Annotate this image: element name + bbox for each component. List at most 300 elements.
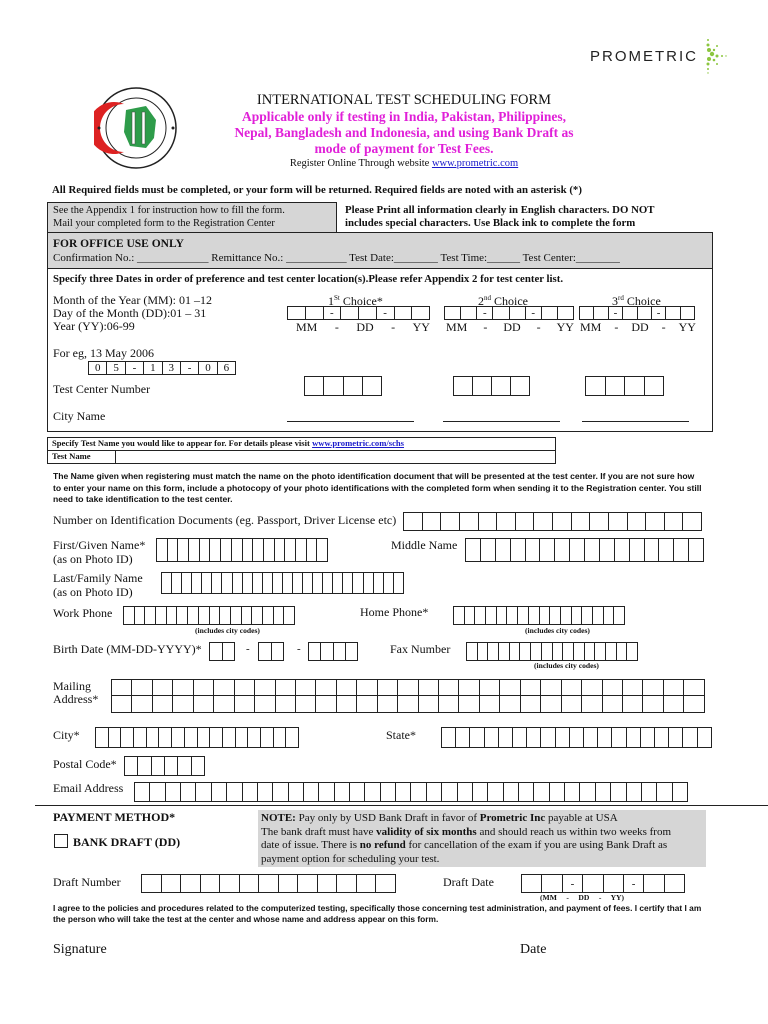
char-box[interactable] <box>202 573 212 593</box>
char-box[interactable] <box>511 539 526 561</box>
char-box[interactable] <box>603 696 623 712</box>
char-box[interactable] <box>181 875 201 892</box>
char-box[interactable] <box>593 607 604 624</box>
char-box[interactable] <box>258 783 273 801</box>
char-box[interactable] <box>674 539 689 561</box>
char-box[interactable] <box>194 680 214 695</box>
char-box[interactable] <box>145 607 156 624</box>
choice-3-city-input[interactable] <box>582 410 689 422</box>
char-box[interactable] <box>460 513 479 530</box>
char-box[interactable] <box>534 783 549 801</box>
mailing-address-line2[interactable] <box>111 696 705 713</box>
char-box[interactable] <box>485 728 499 747</box>
char-box[interactable] <box>378 696 398 712</box>
char-box[interactable] <box>684 696 704 712</box>
char-box[interactable] <box>132 696 152 712</box>
char-box[interactable] <box>374 573 384 593</box>
char-box[interactable] <box>563 643 574 660</box>
char-box[interactable] <box>156 607 167 624</box>
char-box[interactable] <box>398 680 418 695</box>
char-box[interactable] <box>419 680 439 695</box>
home-phone-input[interactable] <box>453 606 625 625</box>
char-box[interactable] <box>384 573 394 593</box>
char-box[interactable] <box>304 783 319 801</box>
char-box[interactable] <box>574 643 585 660</box>
mailing-address-line1[interactable] <box>111 679 705 696</box>
char-box[interactable] <box>223 643 236 660</box>
char-box[interactable] <box>627 783 642 801</box>
char-box[interactable] <box>343 573 353 593</box>
draft-number-input[interactable] <box>141 874 396 893</box>
draft-date-input[interactable]: - - <box>521 874 685 893</box>
char-box[interactable] <box>273 783 288 801</box>
char-box[interactable] <box>296 680 316 695</box>
char-box[interactable] <box>221 539 232 561</box>
char-box[interactable] <box>337 696 357 712</box>
char-box[interactable] <box>316 696 336 712</box>
char-box[interactable] <box>627 643 638 660</box>
char-box[interactable] <box>162 573 172 593</box>
char-box[interactable] <box>173 680 193 695</box>
char-box[interactable] <box>565 783 580 801</box>
char-box[interactable] <box>194 696 214 712</box>
char-box[interactable] <box>596 783 611 801</box>
choice-1-date-input[interactable]: - - <box>287 306 430 320</box>
char-box[interactable] <box>274 607 285 624</box>
char-box[interactable] <box>153 696 173 712</box>
char-box[interactable] <box>507 607 518 624</box>
char-box[interactable] <box>188 607 199 624</box>
char-box[interactable] <box>147 728 160 747</box>
char-box[interactable] <box>673 783 688 801</box>
char-box[interactable] <box>504 783 519 801</box>
char-box[interactable] <box>627 728 641 747</box>
birth-year-input[interactable] <box>308 642 358 661</box>
char-box[interactable] <box>284 607 295 624</box>
bank-draft-checkbox[interactable] <box>54 834 68 848</box>
char-box[interactable] <box>570 728 584 747</box>
char-box[interactable] <box>125 757 138 775</box>
char-box[interactable] <box>582 607 593 624</box>
char-box[interactable] <box>641 728 655 747</box>
char-box[interactable] <box>500 696 520 712</box>
char-box[interactable] <box>646 513 665 530</box>
char-box[interactable] <box>617 643 628 660</box>
char-box[interactable] <box>642 783 657 801</box>
char-box[interactable] <box>488 783 503 801</box>
char-box[interactable] <box>553 513 572 530</box>
char-box[interactable] <box>365 783 380 801</box>
char-box[interactable] <box>630 539 645 561</box>
birth-day-input[interactable] <box>258 642 284 661</box>
char-box[interactable] <box>333 573 343 593</box>
char-box[interactable] <box>337 680 357 695</box>
char-box[interactable] <box>376 875 396 892</box>
char-box[interactable] <box>394 573 404 593</box>
char-box[interactable] <box>252 607 263 624</box>
char-box[interactable] <box>456 728 470 747</box>
char-box[interactable] <box>318 875 338 892</box>
char-box[interactable] <box>212 783 227 801</box>
char-box[interactable] <box>346 643 358 660</box>
char-box[interactable] <box>516 513 535 530</box>
char-box[interactable] <box>500 680 520 695</box>
char-box[interactable] <box>439 680 459 695</box>
char-box[interactable] <box>609 513 628 530</box>
char-box[interactable] <box>497 513 516 530</box>
city-input[interactable] <box>95 727 299 748</box>
char-box[interactable] <box>307 539 318 561</box>
char-box[interactable] <box>419 696 439 712</box>
char-box[interactable] <box>570 539 585 561</box>
char-box[interactable] <box>600 539 615 561</box>
char-box[interactable] <box>611 783 626 801</box>
char-box[interactable] <box>480 680 500 695</box>
postal-code-input[interactable] <box>124 756 205 776</box>
char-box[interactable] <box>458 783 473 801</box>
char-box[interactable] <box>595 643 606 660</box>
char-box[interactable] <box>178 757 191 775</box>
char-box[interactable] <box>683 728 697 747</box>
char-box[interactable] <box>109 728 122 747</box>
char-box[interactable] <box>196 783 211 801</box>
char-box[interactable] <box>182 573 192 593</box>
choice-2-city-input[interactable] <box>443 410 560 422</box>
char-box[interactable] <box>210 728 223 747</box>
char-box[interactable] <box>486 607 497 624</box>
char-box[interactable] <box>404 513 423 530</box>
char-box[interactable] <box>231 607 242 624</box>
char-box[interactable] <box>214 696 234 712</box>
char-box[interactable] <box>381 783 396 801</box>
test-name-input[interactable] <box>116 451 555 463</box>
char-box[interactable] <box>167 607 178 624</box>
char-box[interactable] <box>173 696 193 712</box>
char-box[interactable] <box>235 680 255 695</box>
char-box[interactable] <box>478 643 489 660</box>
char-box[interactable] <box>396 783 411 801</box>
char-box[interactable] <box>470 728 484 747</box>
char-box[interactable] <box>157 539 168 561</box>
char-box[interactable] <box>615 539 630 561</box>
char-box[interactable] <box>534 513 553 530</box>
char-box[interactable] <box>606 643 617 660</box>
id-number-input[interactable] <box>403 512 702 531</box>
char-box[interactable] <box>220 875 240 892</box>
char-box[interactable] <box>185 728 198 747</box>
char-box[interactable] <box>614 607 625 624</box>
first-name-input[interactable] <box>156 538 328 562</box>
char-box[interactable] <box>689 539 704 561</box>
char-box[interactable] <box>210 607 221 624</box>
email-input[interactable] <box>134 782 688 802</box>
char-box[interactable] <box>465 607 476 624</box>
char-box[interactable] <box>378 680 398 695</box>
char-box[interactable] <box>210 643 223 660</box>
char-box[interactable] <box>309 643 321 660</box>
char-box[interactable] <box>598 728 612 747</box>
char-box[interactable] <box>519 783 534 801</box>
char-box[interactable] <box>555 539 570 561</box>
char-box[interactable] <box>303 573 313 593</box>
char-box[interactable] <box>243 573 253 593</box>
char-box[interactable] <box>316 680 336 695</box>
char-box[interactable] <box>513 728 527 747</box>
char-box[interactable] <box>135 783 150 801</box>
char-box[interactable] <box>243 783 258 801</box>
char-box[interactable] <box>168 539 179 561</box>
char-box[interactable] <box>540 539 555 561</box>
char-box[interactable] <box>572 607 583 624</box>
char-box[interactable] <box>274 728 287 747</box>
char-box[interactable] <box>628 513 647 530</box>
char-box[interactable] <box>222 573 232 593</box>
char-box[interactable] <box>142 875 162 892</box>
char-box[interactable] <box>121 728 134 747</box>
char-box[interactable] <box>177 607 188 624</box>
char-box[interactable] <box>439 696 459 712</box>
char-box[interactable] <box>259 875 279 892</box>
char-box[interactable] <box>138 757 151 775</box>
char-box[interactable] <box>527 728 541 747</box>
char-box[interactable] <box>561 607 572 624</box>
char-box[interactable] <box>253 573 263 593</box>
char-box[interactable] <box>518 607 529 624</box>
char-box[interactable] <box>582 696 602 712</box>
char-box[interactable] <box>529 607 540 624</box>
choice-1-city-input[interactable] <box>287 410 414 422</box>
char-box[interactable] <box>664 696 684 712</box>
char-box[interactable] <box>475 607 486 624</box>
char-box[interactable] <box>411 783 426 801</box>
char-box[interactable] <box>550 607 561 624</box>
choice-1-test-center-input[interactable] <box>304 376 382 396</box>
char-box[interactable] <box>499 728 513 747</box>
char-box[interactable] <box>166 783 181 801</box>
char-box[interactable] <box>521 680 541 695</box>
char-box[interactable] <box>150 783 165 801</box>
char-box[interactable] <box>210 539 221 561</box>
char-box[interactable] <box>165 757 178 775</box>
char-box[interactable] <box>510 643 521 660</box>
char-box[interactable] <box>335 783 350 801</box>
char-box[interactable] <box>243 539 254 561</box>
char-box[interactable] <box>612 728 626 747</box>
char-box[interactable] <box>454 607 465 624</box>
char-box[interactable] <box>659 539 674 561</box>
char-box[interactable] <box>584 728 598 747</box>
work-phone-input[interactable] <box>123 606 295 625</box>
char-box[interactable] <box>293 573 303 593</box>
char-box[interactable] <box>684 680 704 695</box>
char-box[interactable] <box>541 680 561 695</box>
char-box[interactable] <box>364 573 374 593</box>
char-box[interactable] <box>227 783 242 801</box>
char-box[interactable] <box>467 643 478 660</box>
char-box[interactable] <box>199 607 210 624</box>
char-box[interactable] <box>317 539 328 561</box>
char-box[interactable] <box>192 757 205 775</box>
char-box[interactable] <box>152 757 165 775</box>
char-box[interactable] <box>236 728 249 747</box>
char-box[interactable] <box>232 539 243 561</box>
char-box[interactable] <box>623 696 643 712</box>
char-box[interactable] <box>240 875 260 892</box>
char-box[interactable] <box>337 875 357 892</box>
char-box[interactable] <box>189 539 200 561</box>
date-field[interactable] <box>556 940 706 962</box>
char-box[interactable] <box>585 643 596 660</box>
char-box[interactable] <box>590 513 609 530</box>
char-box[interactable] <box>664 680 684 695</box>
char-box[interactable] <box>582 680 602 695</box>
char-box[interactable] <box>603 680 623 695</box>
char-box[interactable] <box>499 643 510 660</box>
char-box[interactable] <box>488 643 499 660</box>
birth-month-input[interactable] <box>209 642 235 661</box>
char-box[interactable] <box>181 783 196 801</box>
char-box[interactable] <box>562 696 582 712</box>
prometric-link[interactable]: www.prometric.com <box>431 158 519 169</box>
char-box[interactable] <box>273 573 283 593</box>
char-box[interactable] <box>296 539 307 561</box>
char-box[interactable] <box>233 573 243 593</box>
char-box[interactable] <box>481 539 496 561</box>
char-box[interactable] <box>473 783 488 801</box>
char-box[interactable] <box>132 680 152 695</box>
char-box[interactable] <box>585 539 600 561</box>
char-box[interactable] <box>214 680 234 695</box>
char-box[interactable] <box>541 728 555 747</box>
char-box[interactable] <box>466 539 481 561</box>
char-box[interactable] <box>172 728 185 747</box>
char-box[interactable] <box>220 607 231 624</box>
char-box[interactable] <box>541 696 561 712</box>
char-box[interactable] <box>283 573 293 593</box>
char-box[interactable] <box>261 728 274 747</box>
char-box[interactable] <box>442 783 457 801</box>
char-box[interactable] <box>643 680 663 695</box>
char-box[interactable] <box>604 607 615 624</box>
char-box[interactable] <box>162 875 182 892</box>
char-box[interactable] <box>357 875 377 892</box>
char-box[interactable] <box>479 513 498 530</box>
char-box[interactable] <box>192 573 202 593</box>
char-box[interactable] <box>255 680 275 695</box>
char-box[interactable] <box>235 696 255 712</box>
char-box[interactable] <box>96 728 109 747</box>
char-box[interactable] <box>459 680 479 695</box>
char-box[interactable] <box>683 513 702 530</box>
schs-link[interactable]: www.prometric.com/schs <box>312 438 405 448</box>
char-box[interactable] <box>172 573 182 593</box>
char-box[interactable] <box>298 875 318 892</box>
char-box[interactable] <box>264 539 275 561</box>
char-box[interactable] <box>540 607 551 624</box>
char-box[interactable] <box>427 783 442 801</box>
char-box[interactable] <box>526 539 541 561</box>
char-box[interactable] <box>201 875 221 892</box>
char-box[interactable] <box>313 573 323 593</box>
char-box[interactable] <box>550 783 565 801</box>
char-box[interactable] <box>276 696 296 712</box>
char-box[interactable] <box>223 728 236 747</box>
char-box[interactable] <box>296 696 316 712</box>
char-box[interactable] <box>159 728 172 747</box>
char-box[interactable] <box>112 696 132 712</box>
char-box[interactable] <box>520 643 531 660</box>
char-box[interactable] <box>521 696 541 712</box>
char-box[interactable] <box>623 680 643 695</box>
char-box[interactable] <box>263 607 274 624</box>
choice-2-date-input[interactable]: - - <box>444 306 574 320</box>
last-name-input[interactable] <box>161 572 404 594</box>
char-box[interactable] <box>321 643 333 660</box>
char-box[interactable] <box>655 728 669 747</box>
char-box[interactable] <box>134 728 147 747</box>
middle-name-input[interactable] <box>465 538 704 562</box>
char-box[interactable] <box>698 728 712 747</box>
char-box[interactable] <box>441 513 460 530</box>
char-box[interactable] <box>263 573 273 593</box>
char-box[interactable] <box>286 728 299 747</box>
state-input[interactable] <box>441 727 712 748</box>
signature-field[interactable] <box>130 940 470 962</box>
char-box[interactable] <box>580 783 595 801</box>
char-box[interactable] <box>275 539 286 561</box>
char-box[interactable] <box>350 783 365 801</box>
char-box[interactable] <box>556 728 570 747</box>
char-box[interactable] <box>398 696 418 712</box>
char-box[interactable] <box>442 728 456 747</box>
char-box[interactable] <box>279 875 299 892</box>
char-box[interactable] <box>357 680 377 695</box>
char-box[interactable] <box>645 539 660 561</box>
char-box[interactable] <box>562 680 582 695</box>
char-box[interactable] <box>657 783 672 801</box>
char-box[interactable] <box>255 696 275 712</box>
char-box[interactable] <box>643 696 663 712</box>
fax-input[interactable] <box>466 642 638 661</box>
char-box[interactable] <box>242 607 253 624</box>
char-box[interactable] <box>112 680 132 695</box>
char-box[interactable] <box>200 539 211 561</box>
char-box[interactable] <box>135 607 146 624</box>
char-box[interactable] <box>323 573 333 593</box>
char-box[interactable] <box>459 696 479 712</box>
char-box[interactable] <box>285 539 296 561</box>
char-box[interactable] <box>357 696 377 712</box>
choice-3-test-center-input[interactable] <box>585 376 664 396</box>
char-box[interactable] <box>665 513 684 530</box>
char-box[interactable] <box>253 539 264 561</box>
char-box[interactable] <box>248 728 261 747</box>
char-box[interactable] <box>276 680 296 695</box>
char-box[interactable] <box>496 539 511 561</box>
char-box[interactable] <box>259 643 272 660</box>
char-box[interactable] <box>497 607 508 624</box>
char-box[interactable] <box>289 783 304 801</box>
char-box[interactable] <box>334 643 346 660</box>
char-box[interactable] <box>553 643 564 660</box>
char-box[interactable] <box>319 783 334 801</box>
char-box[interactable] <box>198 728 211 747</box>
char-box[interactable] <box>212 573 222 593</box>
char-box[interactable] <box>153 680 173 695</box>
char-box[interactable] <box>669 728 683 747</box>
choice-3-date-input[interactable]: - - <box>579 306 695 320</box>
char-box[interactable] <box>178 539 189 561</box>
